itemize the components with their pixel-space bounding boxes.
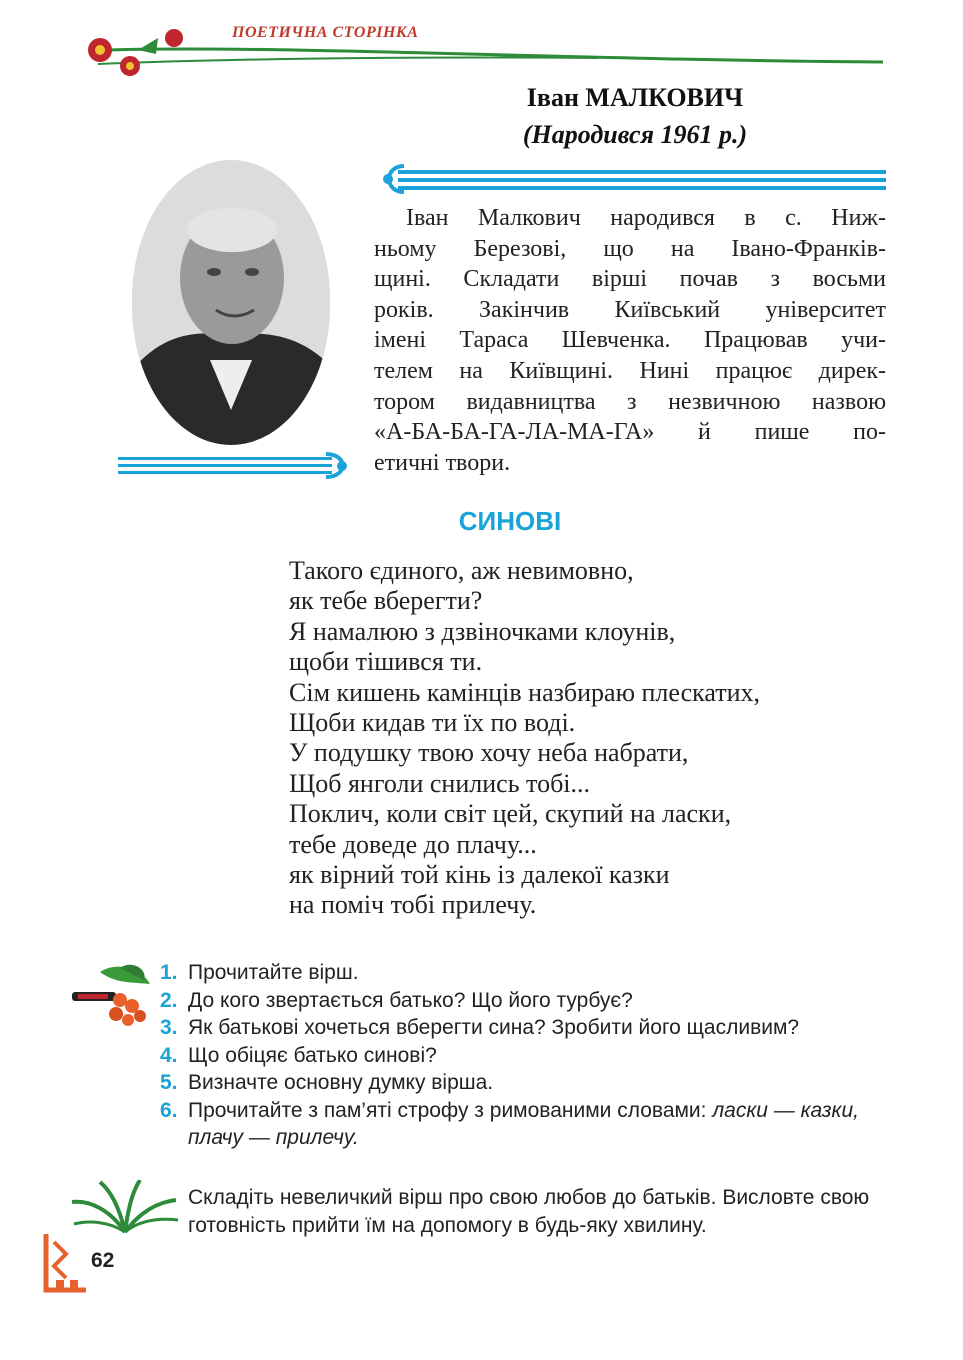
question-number: 2. bbox=[160, 988, 178, 1012]
corner-ornament bbox=[42, 1232, 88, 1294]
bio-line: тором видавництва з незвичною назвою bbox=[374, 388, 886, 415]
question-text: Прочитайте з пам’яті строфу з римованими словами: bbox=[188, 1098, 713, 1122]
bio-line: Іван Малкович народився в с. Ниж- bbox=[406, 205, 886, 231]
poem-line: як вірний той кінь із далекої казки bbox=[289, 860, 670, 890]
bio-line: імені Тараса Шевченка. Працював учи- bbox=[374, 327, 886, 354]
question-item bbox=[160, 1042, 886, 1070]
bio-line: років. Закінчив Київський університет bbox=[374, 296, 886, 323]
rowan-berries-icon bbox=[70, 962, 156, 1028]
question-number: 4. bbox=[160, 1043, 178, 1067]
section-title: ПОЕТИЧНА СТОРІНКА bbox=[232, 24, 419, 41]
author-biography bbox=[374, 203, 886, 478]
question-rhymes: ласки — казки, плачу — прилечу. bbox=[188, 1098, 859, 1149]
ornament-divider-bottom bbox=[118, 451, 354, 481]
question-text: Прочитайте вірш. bbox=[188, 961, 359, 984]
questions-list bbox=[160, 959, 886, 1152]
question-number: 1. bbox=[160, 961, 178, 984]
question-item bbox=[160, 1097, 886, 1152]
question-item bbox=[160, 959, 886, 987]
question-item bbox=[160, 987, 886, 1015]
page-number: 62 bbox=[91, 1249, 115, 1272]
author-dates: (Народився 1961 р.) bbox=[522, 120, 748, 149]
bio-line: щині. Складати вірші почав з восьми bbox=[374, 266, 886, 293]
ornament-divider-top bbox=[376, 162, 888, 196]
poem-line: У подушку твою хочу неба набрати, bbox=[289, 738, 689, 768]
carnation-decoration bbox=[78, 20, 888, 80]
question-text: Як батькові хочеться вберегти сина? Зробити його щасливим? bbox=[188, 1016, 800, 1039]
question-item bbox=[160, 1069, 886, 1097]
bio-line: «А-БА-БА-ГА-ЛА-МА-ГА» й пише по- bbox=[374, 419, 886, 446]
poem-line: Я намалюю з дзвіночками клоунів, bbox=[289, 616, 676, 646]
bio-line: телем на Київщині. Нині працює дирек- bbox=[374, 357, 886, 384]
poem-text bbox=[289, 556, 760, 921]
poem-line: Сім кишень камінців назбираю плескатих, bbox=[289, 677, 761, 707]
question-number: 6. bbox=[160, 1098, 178, 1122]
grass-icon bbox=[70, 1180, 180, 1236]
question-text: Визначте основну думку вірша. bbox=[188, 1071, 494, 1094]
question-number: 3. bbox=[160, 1016, 178, 1039]
poem-line: Такого єдиного, аж невимовно, bbox=[289, 556, 634, 585]
bio-line: ньому Березові, що на Івано-Франків- bbox=[374, 235, 886, 262]
poem-line: щоби тішився ти. bbox=[289, 647, 483, 677]
poem-line: як тебе вберегти? bbox=[289, 586, 483, 616]
question-item bbox=[160, 1014, 886, 1042]
poem-line: тебе доведе до плачу... bbox=[289, 829, 537, 859]
poem-line: Щоби кидав ти їх по воді. bbox=[289, 708, 576, 738]
poem-title: СИНОВІ bbox=[458, 506, 562, 536]
question-text: Що обіцяє батько синові? bbox=[188, 1043, 437, 1067]
poem-line: Щоб янголи снились тобі... bbox=[289, 768, 591, 798]
poem-line: Поклич, коли світ цей, скупий на ласки, bbox=[289, 799, 732, 829]
portrait-illustration bbox=[132, 160, 330, 445]
question-text: До кого звертається батько? Що його турбує? bbox=[188, 988, 633, 1012]
poem-line: на поміч тобі прилечу. bbox=[289, 890, 537, 920]
author-portrait bbox=[132, 160, 330, 445]
creative-task: Складіть невеличкий вірш про свою любов до батьків. Висловте свою готовність прийти їм на допомогу в будь-яку хвилину. bbox=[188, 1186, 870, 1237]
question-number: 5. bbox=[160, 1071, 178, 1094]
bio-line: етичні твори. bbox=[374, 449, 511, 476]
author-name: Іван МАЛКОВИЧ bbox=[526, 83, 744, 112]
